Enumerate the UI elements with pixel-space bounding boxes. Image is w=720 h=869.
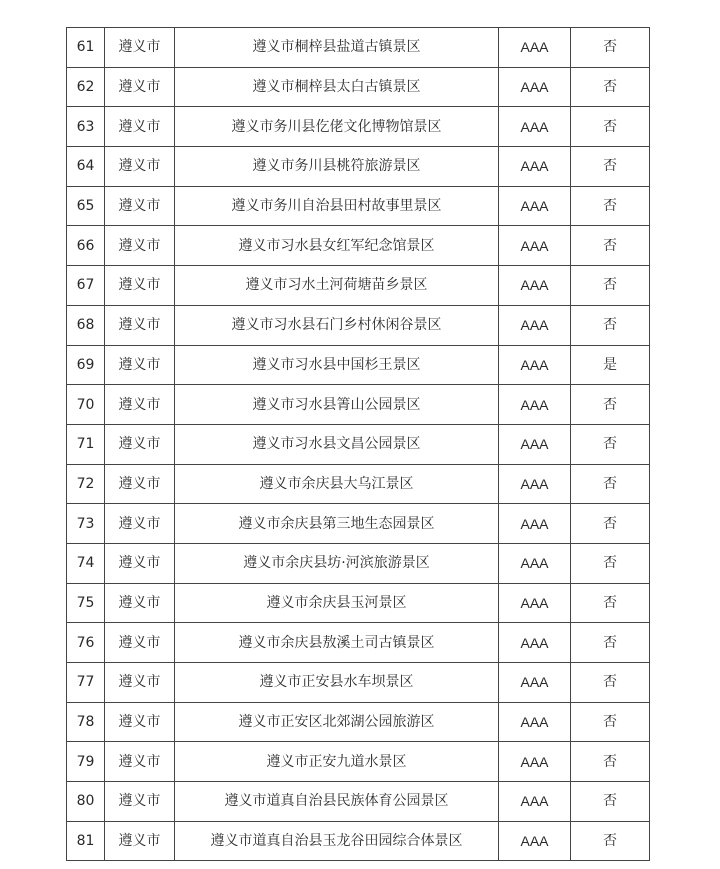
- row-number-cell: 72: [67, 464, 105, 504]
- city-cell: 遵义市: [105, 424, 175, 464]
- scenic-name-cell: 遵义市桐梓县太白古镇景区: [175, 67, 499, 107]
- scenic-name-cell: 遵义市务川县桃符旅游景区: [175, 147, 499, 187]
- scenic-name-cell: 遵义市正安区北郊湖公园旅游区: [175, 702, 499, 742]
- flag-cell: 否: [571, 543, 650, 583]
- scenic-name-cell: 遵义市务川县仡佬文化博物馆景区: [175, 107, 499, 147]
- level-cell: AAA: [499, 504, 571, 544]
- flag-cell: 是: [571, 345, 650, 385]
- row-number-cell: 79: [67, 742, 105, 782]
- flag-cell: 否: [571, 583, 650, 623]
- flag-cell: 否: [571, 186, 650, 226]
- scenic-area-table-container: [66, 27, 649, 861]
- table-row: [67, 623, 650, 663]
- city-cell: 遵义市: [105, 543, 175, 583]
- level-cell: AAA: [499, 623, 571, 663]
- city-cell: 遵义市: [105, 504, 175, 544]
- table-row: [67, 663, 650, 703]
- table-body: [67, 28, 650, 861]
- scenic-name-cell: 遵义市习水县文昌公园景区: [175, 424, 499, 464]
- scenic-name-cell: 遵义市余庆县敖溪土司古镇景区: [175, 623, 499, 663]
- table-row: [67, 147, 650, 187]
- row-number-cell: 81: [67, 821, 105, 861]
- table-row: [67, 543, 650, 583]
- level-cell: AAA: [499, 67, 571, 107]
- scenic-name-cell: 遵义市余庆县第三地生态园景区: [175, 504, 499, 544]
- flag-cell: 否: [571, 266, 650, 306]
- city-cell: 遵义市: [105, 305, 175, 345]
- table-row: [67, 424, 650, 464]
- scenic-name-cell: 遵义市习水县石门乡村休闲谷景区: [175, 305, 499, 345]
- city-cell: 遵义市: [105, 67, 175, 107]
- table-row: [67, 266, 650, 306]
- level-cell: AAA: [499, 385, 571, 425]
- scenic-name-cell: 遵义市道真自治县民族体育公园景区: [175, 782, 499, 822]
- level-cell: AAA: [499, 782, 571, 822]
- flag-cell: 否: [571, 623, 650, 663]
- level-cell: AAA: [499, 345, 571, 385]
- scenic-name-cell: 遵义市道真自治县玉龙谷田园综合体景区: [175, 821, 499, 861]
- flag-cell: 否: [571, 147, 650, 187]
- scenic-name-cell: 遵义市习水县箐山公园景区: [175, 385, 499, 425]
- city-cell: 遵义市: [105, 107, 175, 147]
- city-cell: 遵义市: [105, 186, 175, 226]
- row-number-cell: 75: [67, 583, 105, 623]
- scenic-name-cell: 遵义市习水土河荷塘苗乡景区: [175, 266, 499, 306]
- flag-cell: 否: [571, 67, 650, 107]
- scenic-name-cell: 遵义市余庆县大乌江景区: [175, 464, 499, 504]
- table-row: [67, 107, 650, 147]
- scenic-name-cell: 遵义市习水县女红军纪念馆景区: [175, 226, 499, 266]
- table-row: [67, 782, 650, 822]
- scenic-name-cell: 遵义市桐梓县盐道古镇景区: [175, 28, 499, 68]
- city-cell: 遵义市: [105, 147, 175, 187]
- flag-cell: 否: [571, 107, 650, 147]
- table-row: [67, 28, 650, 68]
- table-row: [67, 583, 650, 623]
- row-number-cell: 68: [67, 305, 105, 345]
- row-number-cell: 67: [67, 266, 105, 306]
- row-number-cell: 63: [67, 107, 105, 147]
- city-cell: 遵义市: [105, 702, 175, 742]
- table-row: [67, 305, 650, 345]
- flag-cell: 否: [571, 702, 650, 742]
- city-cell: 遵义市: [105, 266, 175, 306]
- row-number-cell: 62: [67, 67, 105, 107]
- level-cell: AAA: [499, 28, 571, 68]
- level-cell: AAA: [499, 543, 571, 583]
- row-number-cell: 64: [67, 147, 105, 187]
- row-number-cell: 80: [67, 782, 105, 822]
- row-number-cell: 74: [67, 543, 105, 583]
- flag-cell: 否: [571, 385, 650, 425]
- row-number-cell: 69: [67, 345, 105, 385]
- row-number-cell: 66: [67, 226, 105, 266]
- scenic-name-cell: 遵义市正安九道水景区: [175, 742, 499, 782]
- table-row: [67, 345, 650, 385]
- level-cell: AAA: [499, 663, 571, 703]
- city-cell: 遵义市: [105, 226, 175, 266]
- table-row: [67, 504, 650, 544]
- table-row: [67, 385, 650, 425]
- table-row: [67, 742, 650, 782]
- row-number-cell: 70: [67, 385, 105, 425]
- level-cell: AAA: [499, 424, 571, 464]
- flag-cell: 否: [571, 464, 650, 504]
- table-row: [67, 226, 650, 266]
- level-cell: AAA: [499, 583, 571, 623]
- city-cell: 遵义市: [105, 663, 175, 703]
- row-number-cell: 61: [67, 28, 105, 68]
- flag-cell: 否: [571, 663, 650, 703]
- city-cell: 遵义市: [105, 28, 175, 68]
- level-cell: AAA: [499, 186, 571, 226]
- city-cell: 遵义市: [105, 782, 175, 822]
- flag-cell: 否: [571, 28, 650, 68]
- flag-cell: 否: [571, 424, 650, 464]
- table-row: [67, 67, 650, 107]
- flag-cell: 否: [571, 742, 650, 782]
- level-cell: AAA: [499, 821, 571, 861]
- scenic-name-cell: 遵义市余庆县坊·河滨旅游景区: [175, 543, 499, 583]
- level-cell: AAA: [499, 305, 571, 345]
- flag-cell: 否: [571, 226, 650, 266]
- flag-cell: 否: [571, 821, 650, 861]
- row-number-cell: 76: [67, 623, 105, 663]
- level-cell: AAA: [499, 266, 571, 306]
- flag-cell: 否: [571, 504, 650, 544]
- level-cell: AAA: [499, 464, 571, 504]
- table-row: [67, 464, 650, 504]
- city-cell: 遵义市: [105, 385, 175, 425]
- level-cell: AAA: [499, 702, 571, 742]
- level-cell: AAA: [499, 226, 571, 266]
- table-row: [67, 821, 650, 861]
- city-cell: 遵义市: [105, 464, 175, 504]
- row-number-cell: 78: [67, 702, 105, 742]
- level-cell: AAA: [499, 742, 571, 782]
- level-cell: AAA: [499, 147, 571, 187]
- scenic-name-cell: 遵义市余庆县玉河景区: [175, 583, 499, 623]
- flag-cell: 否: [571, 305, 650, 345]
- row-number-cell: 77: [67, 663, 105, 703]
- scenic-name-cell: 遵义市习水县中国杉王景区: [175, 345, 499, 385]
- row-number-cell: 73: [67, 504, 105, 544]
- level-cell: AAA: [499, 107, 571, 147]
- city-cell: 遵义市: [105, 345, 175, 385]
- city-cell: 遵义市: [105, 583, 175, 623]
- table-row: [67, 702, 650, 742]
- row-number-cell: 71: [67, 424, 105, 464]
- city-cell: 遵义市: [105, 623, 175, 663]
- city-cell: 遵义市: [105, 821, 175, 861]
- scenic-name-cell: 遵义市务川自治县田村故事里景区: [175, 186, 499, 226]
- scenic-area-table: [66, 27, 650, 861]
- table-row: [67, 186, 650, 226]
- scenic-name-cell: 遵义市正安县水车坝景区: [175, 663, 499, 703]
- city-cell: 遵义市: [105, 742, 175, 782]
- row-number-cell: 65: [67, 186, 105, 226]
- flag-cell: 否: [571, 782, 650, 822]
